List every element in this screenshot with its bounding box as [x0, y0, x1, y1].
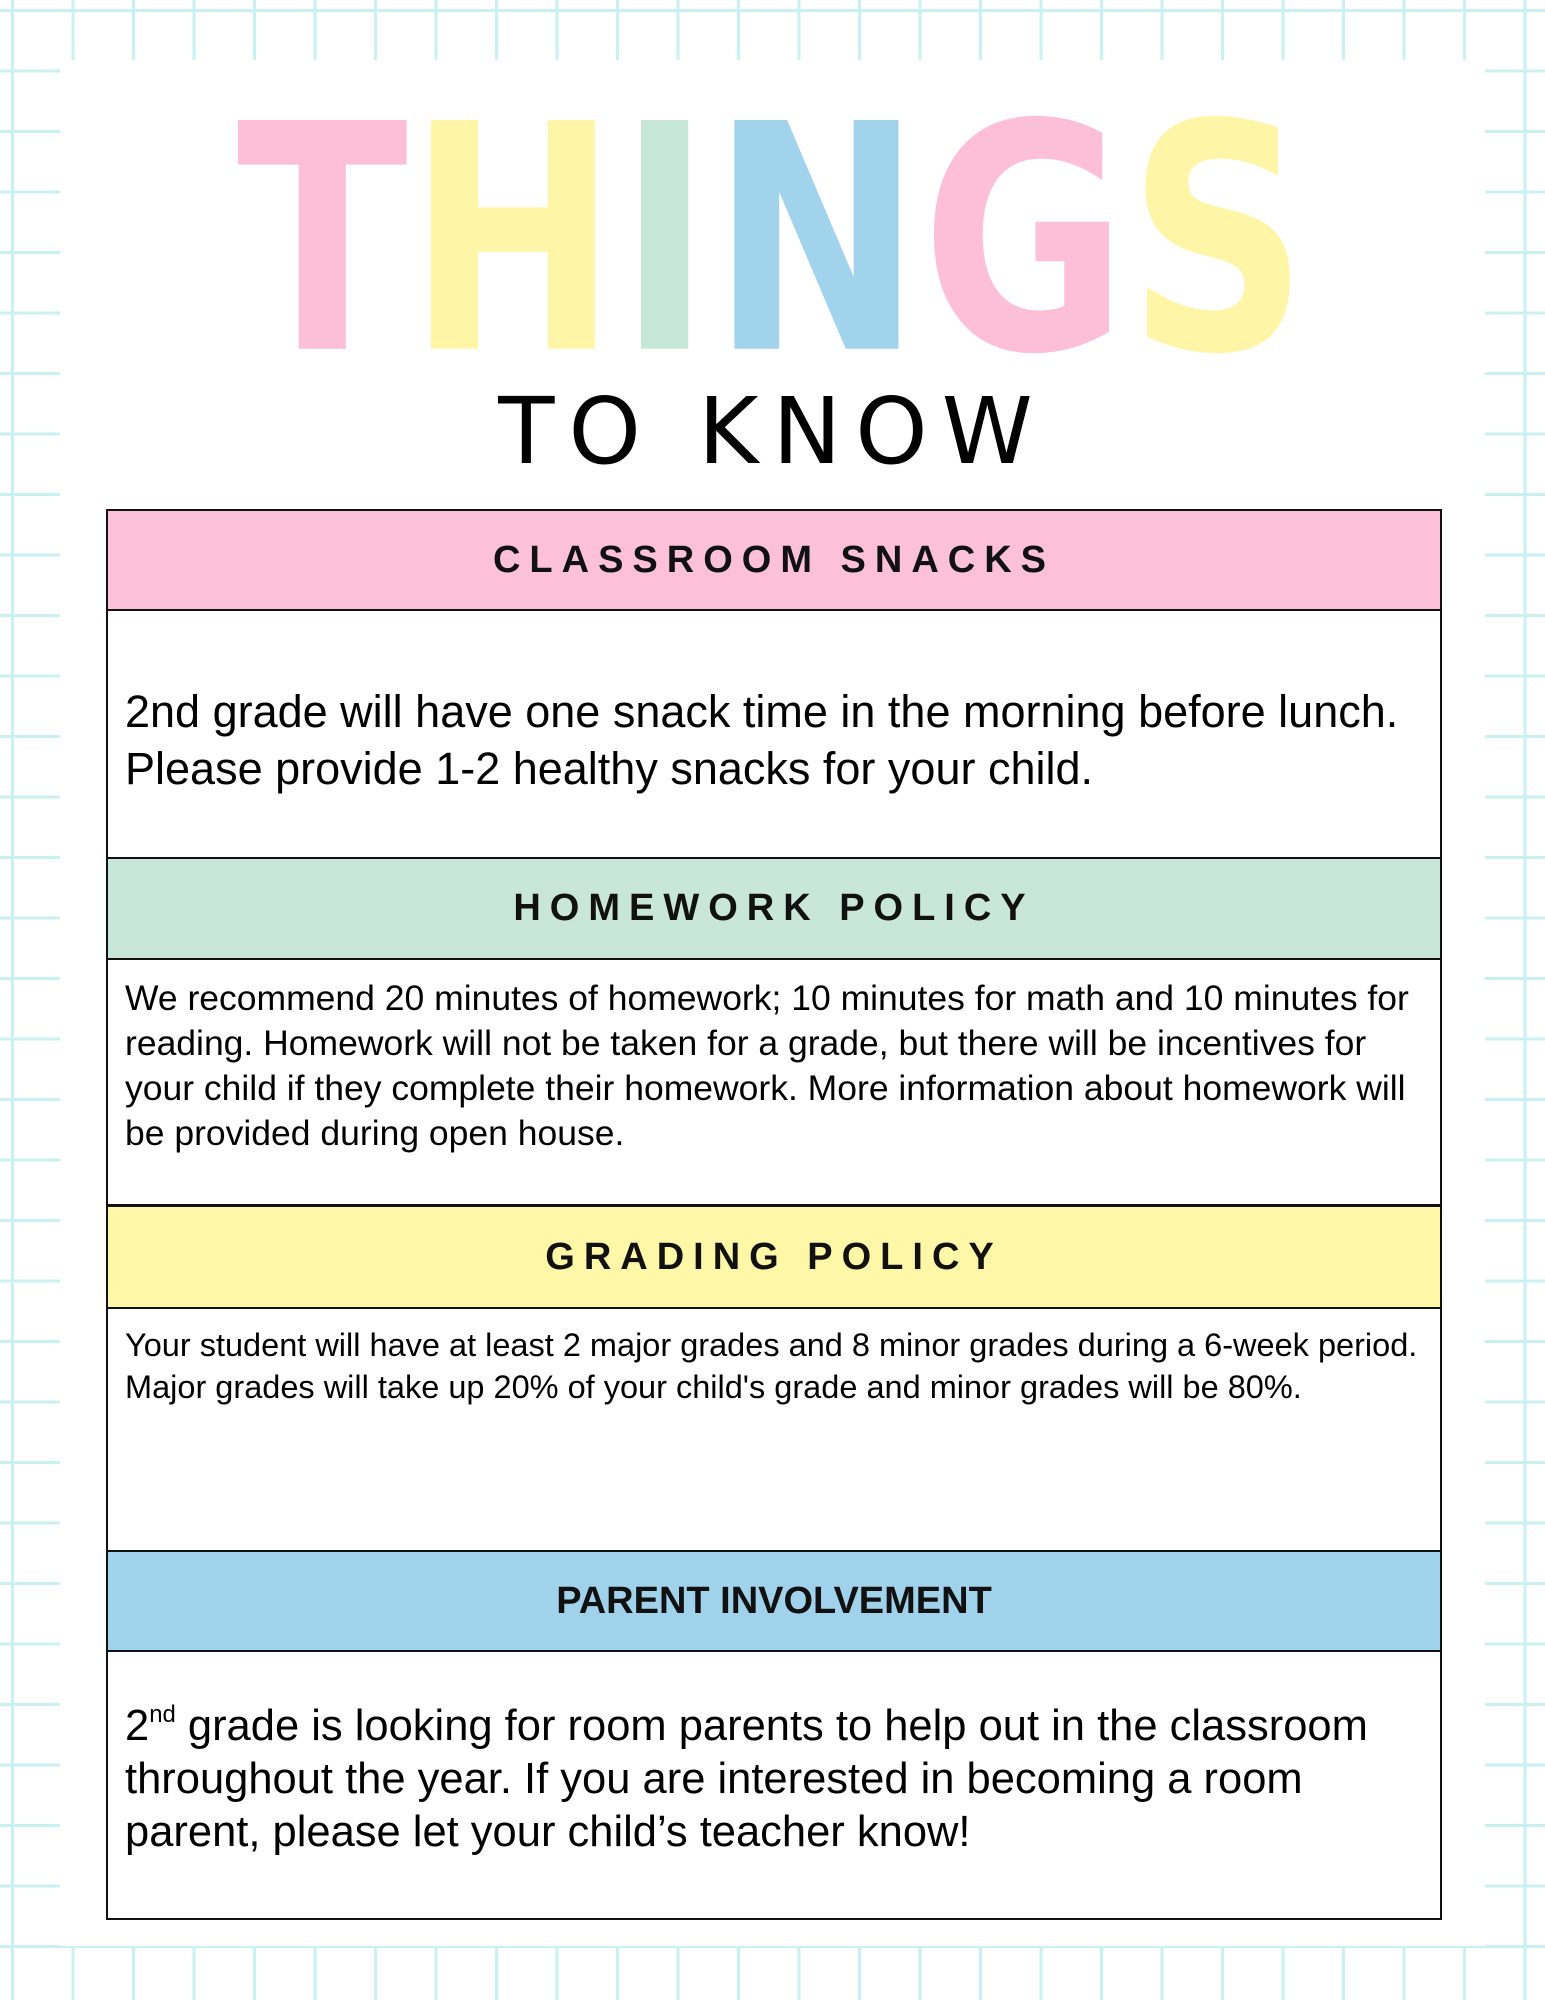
section-header-snacks: CLASSROOM SNACKS: [108, 511, 1440, 611]
section-header-parent: PARENT INVOLVEMENT: [108, 1550, 1440, 1652]
title-letter: I: [618, 58, 712, 424]
section-header-homework: HOMEWORK POLICY: [108, 857, 1440, 960]
subtitle: TO KNOW: [498, 378, 1047, 485]
ordinal-suffix: nd: [149, 1701, 176, 1729]
ordinal-number: 2: [125, 1702, 150, 1750]
info-table: [106, 509, 1442, 1920]
section-header-grading: GRADING POLICY: [108, 1204, 1440, 1309]
title-letter: T: [236, 58, 408, 424]
section-body-parent: [108, 1648, 1440, 1859]
title-letter: G: [921, 58, 1128, 424]
section-body-homework: We recommend 20 minutes of homework; 10 minutes for math and 10 minutes for reading. Homework will not be taken for a grade, but there will be incentives for your child if they complete their homework. More information about homework will be provided during open house.: [125, 978, 1409, 1153]
things-title: [0, 58, 1545, 424]
section-body-snacks: 2nd grade will have one snack time in the morning before lunch. Please provide 1-2 healthy snacks for your child.: [125, 686, 1399, 794]
title-letter: N: [711, 58, 922, 424]
title-letter: S: [1127, 58, 1309, 424]
section-body-grading: Your student will have at least 2 major grades and 8 minor grades during a 6-week period. Major grades will take up 20% of your child's grade and minor grades will be 80%.: [125, 1327, 1418, 1405]
title-letter: H: [407, 58, 618, 424]
parent-text: grade is looking for room parents to help out in the classroom throughout the year. If you are interested in becoming a room parent, please let your child’s teacher know!: [125, 1702, 1368, 1856]
